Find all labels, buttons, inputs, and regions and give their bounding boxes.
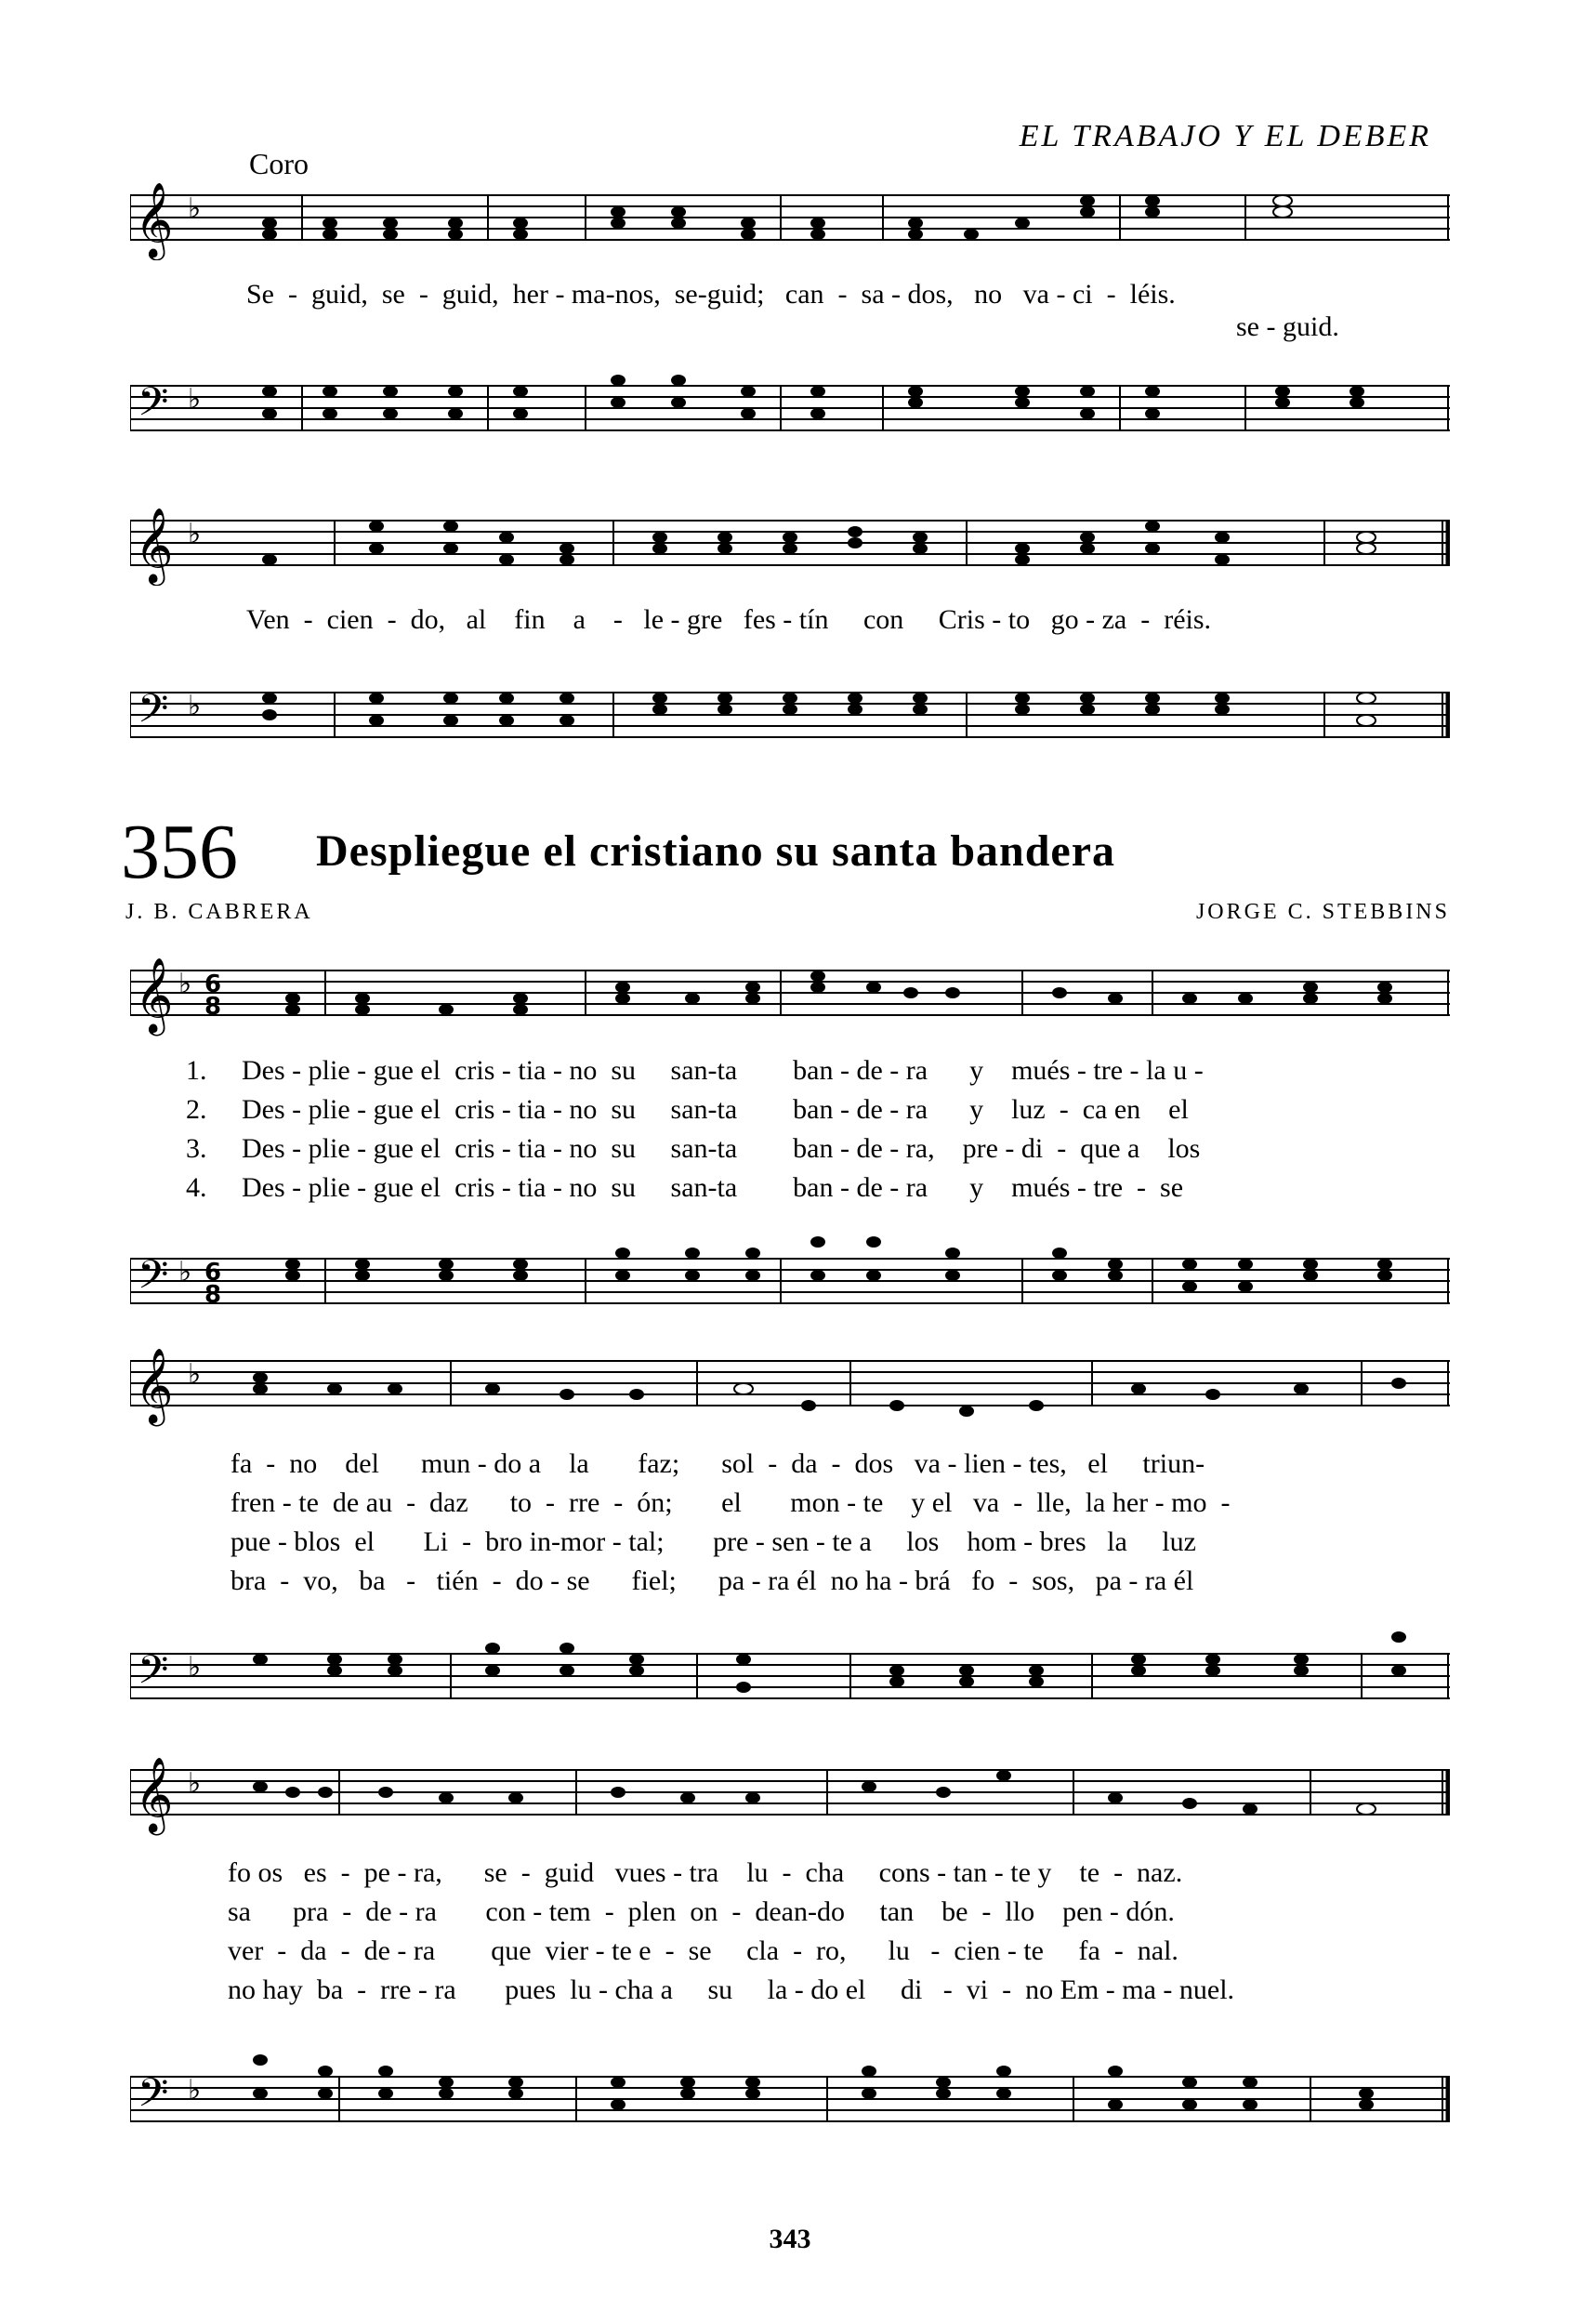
- staff-treble-2: [130, 1339, 1450, 1432]
- staff-bass-a: [130, 367, 1450, 451]
- verse-line-1-2: 2. Des - plie - gue el cris - tia - no su san-ta ban - de - ra y luz - ca en el: [186, 1094, 1189, 1125]
- verse-line-1-3: 3. Des - plie - gue el cris - tia - no su san-ta ban - de - ra, pre - di - que a los: [186, 1133, 1201, 1164]
- prev-hymn-lyric-1: Se - guid, se - guid, her - ma-nos, se-guid; can - sa - dos, no va - ci - léis.: [246, 279, 1176, 310]
- svg-text:♭: ♭: [188, 1767, 202, 1800]
- svg-text:♭: ♭: [188, 1358, 202, 1391]
- svg-text:6: 6: [204, 1259, 222, 1287]
- hymn-title: Despliegue el cristiano su santa bandera: [316, 826, 1116, 876]
- staff-bass-3: [130, 2054, 1450, 2147]
- svg-text:𝄢: 𝄢: [138, 1252, 169, 1308]
- staff-bass-2: [130, 1631, 1450, 1724]
- verse-line-2-2: fren - te de au - daz to - rre - ón; el mon - te y el va - lle, la her - mo -: [230, 1487, 1231, 1518]
- treble-clef-icon: 𝄞: [135, 181, 174, 257]
- coro-label: Coro: [249, 147, 309, 180]
- staff-bass-1: [130, 1236, 1450, 1329]
- svg-text:♭: ♭: [178, 968, 192, 1000]
- prev-hymn-lyric-2: Ven - cien - do, al fin a - le - gre fes - tín con Cris - to go - za - réis.: [246, 604, 1212, 635]
- svg-text:♭: ♭: [188, 2074, 202, 2106]
- svg-text:𝄞: 𝄞: [135, 1347, 174, 1423]
- svg-text:6: 6: [204, 971, 222, 998]
- verse-line-3-3: ver - da - de - ra que vier - te e - se cla - ro, lu - cien - te fa - nal.: [228, 1935, 1178, 1966]
- staff-bass-b: [130, 674, 1450, 758]
- svg-text:♭: ♭: [188, 690, 202, 722]
- svg-text:𝄢: 𝄢: [138, 2070, 169, 2126]
- verse-line-1-1: 1. Des - plie - gue el cris - tia - no su san-ta ban - de - ra y mués - tre - la u -: [186, 1055, 1204, 1086]
- verse-line-3-1: fo os es - pe - ra, se - guid vues - tra lu - cha cons - tan - te y te - naz.: [228, 1857, 1183, 1888]
- staff-treble-b: [130, 502, 1450, 586]
- svg-text:♭: ♭: [188, 383, 202, 416]
- hymn-composer: JORGE C. STEBBINS: [1195, 900, 1450, 924]
- verse-line-1-4: 4. Des - plie - gue el cris - tia - no su san-ta ban - de - ra y mués - tre - se: [186, 1172, 1184, 1203]
- hymn-number: 356: [121, 809, 238, 895]
- staff-treble-1: [130, 948, 1450, 1041]
- svg-text:𝄢: 𝄢: [138, 686, 169, 742]
- svg-text:♭: ♭: [188, 1651, 202, 1684]
- svg-text:♭: ♭: [188, 518, 202, 550]
- verse-line-2-3: pue - blos el Li - bro in-mor - tal; pre - sen - te a los hom - bres la luz: [230, 1526, 1196, 1557]
- svg-text:8: 8: [204, 993, 222, 1021]
- staff-treble-3: [130, 1748, 1450, 1841]
- svg-text:𝄞: 𝄞: [135, 957, 174, 1033]
- hymn-author: J. B. CABRERA: [125, 900, 313, 924]
- svg-text:♭: ♭: [178, 1256, 192, 1288]
- svg-text:𝄢: 𝄢: [138, 1647, 169, 1703]
- page-number: 343: [769, 2224, 811, 2254]
- svg-text:𝄞: 𝄞: [135, 1756, 174, 1832]
- bass-clef-icon: 𝄢: [138, 379, 169, 435]
- verse-line-2-1: fa - no del mun - do a la faz; sol - da - dos va - lien - tes, el triun-: [230, 1448, 1205, 1479]
- prev-hymn-lyric-1b: se - guid.: [1236, 311, 1339, 342]
- section-title: EL TRABAJO Y EL DEBER: [1019, 119, 1431, 153]
- verse-line-2-4: bra - vo, ba - tién - do - se fiel; pa - ra él no ha - brá fo - sos, pa - ra él: [230, 1565, 1194, 1596]
- svg-text:8: 8: [204, 1281, 222, 1309]
- staff-treble-a: [130, 177, 1450, 260]
- svg-text:𝄞: 𝄞: [135, 507, 174, 583]
- svg-text:♭: ♭: [188, 192, 202, 225]
- verse-line-3-2: sa pra - de - ra con - tem - plen on - dean-do tan be - llo pen - dón.: [228, 1896, 1175, 1927]
- verse-line-3-4: no hay ba - rre - ra pues lu - cha a su la - do el di - vi - no Em - ma - nuel.: [228, 1974, 1235, 2005]
